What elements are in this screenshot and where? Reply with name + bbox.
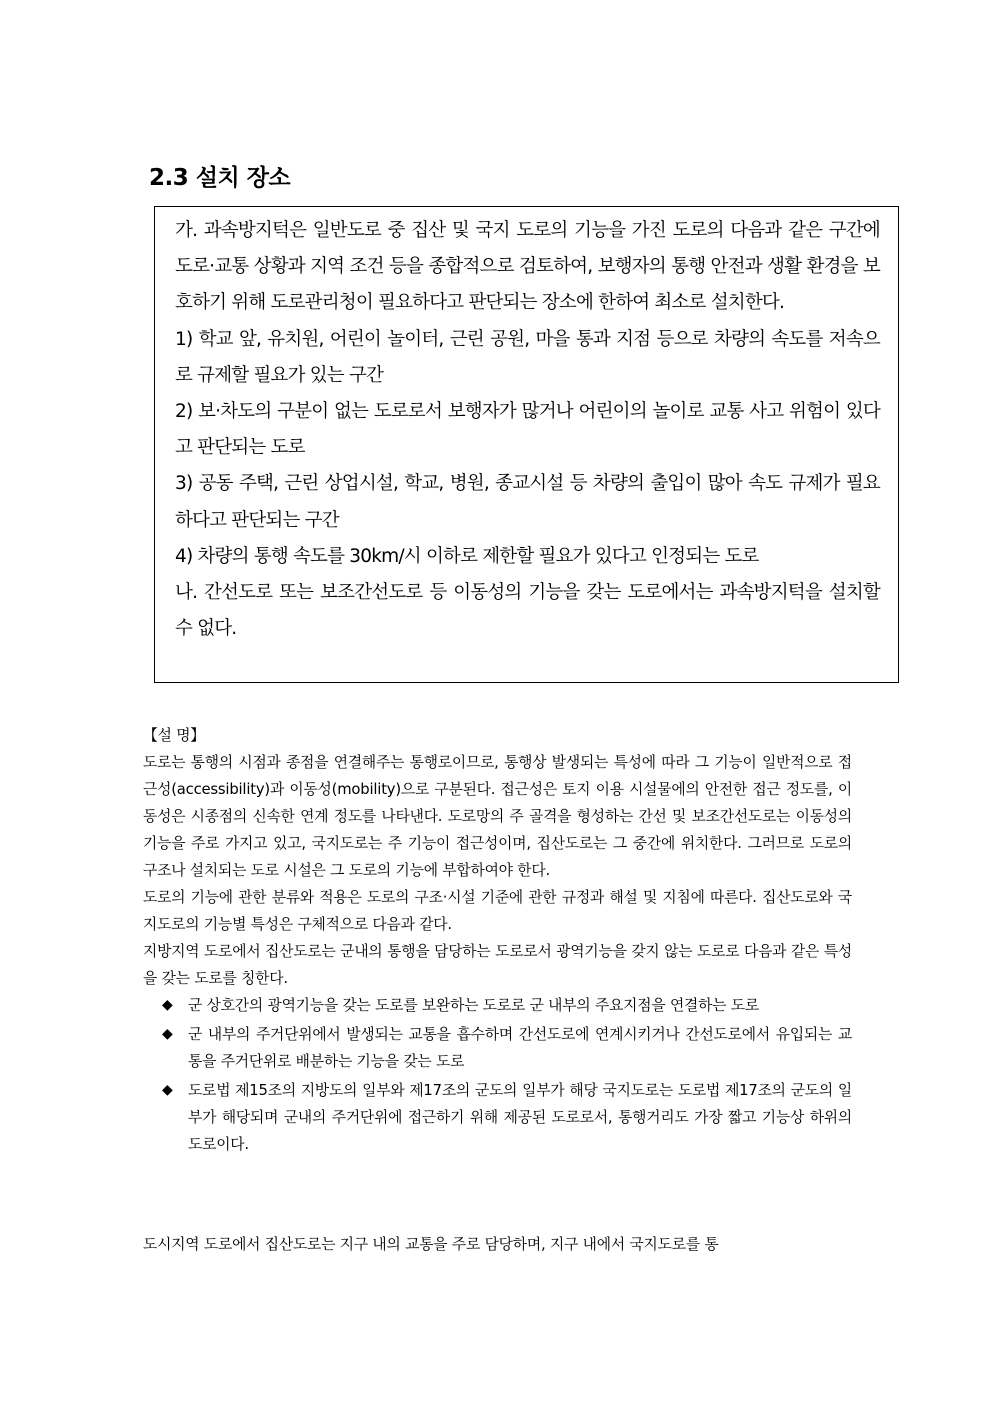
closing-paragraph: 도시지역 도로에서 집산도로는 지구 내의 교통을 주로 담당하며, 지구 내에서 국지도로를 통: [143, 1236, 719, 1253]
bullet-text: 군 상호간의 광역기능을 갖는 도로를 보완하는 도로로 군 내부의 주요지점을 연결하는 도로: [188, 997, 760, 1014]
bullet-text: 군 내부의 주거단위에서 발생되는 교통을 흡수하며 간선도로에 연계시키거나 간선도로에서 유입되는 교통을 주거단위로 배분하는 기능을 갖는 도로: [188, 1026, 852, 1070]
rule-item: 2) 보·차도의 구분이 없는 도로로서 보행자가 많거나 어린이의 놀이로 교통 사고 위험이 있다고 판단되는 도로: [175, 401, 880, 459]
rule-item: 4) 차량의 통행 속도를 30km/시 이하로 제한할 필요가 있다고 인정되는 도로: [175, 545, 759, 567]
bullet-text: 도로법 제15조의 지방도의 일부와 제17조의 군도의 일부가 해당 국지도로는 도로법 제17조의 군도의 일부가 해당되며 군내의 주거단위에 접근하기 위해 제공된 도로로서, 통행거리도 가장 짧고 기능상 하위의 도로이다.: [188, 1082, 852, 1153]
section-title: 2.3 설치 장소: [149, 165, 291, 191]
explanation-paragraph: 지방지역 도로에서 집산도로는 군내의 통행을 담당하는 도로로서 광역기능을 갖지 않는 도로로 다음과 같은 특성을 갖는 도로를 칭한다.: [143, 943, 852, 987]
diamond-bullet-icon: ◆: [162, 1082, 173, 1098]
bullet-item: [143, 992, 852, 1019]
rule-item: 나. 간선도로 또는 보조간선도로 등 이동성의 기능을 갖는 도로에서는 과속방지턱을 설치할 수 없다.: [175, 582, 880, 640]
rule-item: 3) 공동 주택, 근린 상업시설, 학교, 병원, 종교시설 등 차량의 출입이 많아 속도 규제가 필요하다고 판단되는 구간: [175, 473, 880, 531]
explanation-paragraph: 도로는 통행의 시점과 종점을 연결해주는 통행로이므로, 통행상 발생되는 특성에 따라 그 기능이 일반적으로 접근성(accessibility)과 이동성(mobility)으로 구분된다. 접근성은 토지 이용 시설물에의 안전한 접근 정도를, 이동성은 시종점의 신속한 연계 정도를 나타낸다. 도로망의 주 골격을 형성하는 간선 및 보조간선도로는 이동성의 기능을 주로 가지고 있고, 국지도로는 주 기능이 접근성이며, 집산도로는 그 중간에 위치한다. 그러므로 도로의 구조나 설치되는 도로 시설은 그 도로의 기능에 부합하여야 한다.: [143, 754, 852, 879]
rule-item: 가. 과속방지턱은 일반도로 중 집산 및 국지 도로의 기능을 가진 도로의 다음과 같은 구간에 도로·교통 상황과 지역 조건 등을 종합적으로 검토하여, 보행자의 통행 안전과 생활 환경을 보호하기 위해 도로관리청이 필요하다고 판단되는 장소에 한하여 최소로 설치한다.: [175, 220, 880, 314]
bullet-list: [143, 992, 852, 1158]
explanation-paragraph: 도로의 기능에 관한 분류와 적용은 도로의 구조·시설 기준에 관한 규정과 해설 및 지침에 따른다. 집산도로와 국지도로의 기능별 특성은 구체적으로 다음과 같다.: [143, 889, 852, 933]
bullet-item: [143, 1077, 852, 1158]
explanation-heading: 【설 명】: [143, 727, 205, 744]
bullet-item: [143, 1021, 852, 1075]
diamond-bullet-icon: ◆: [162, 1026, 173, 1042]
diamond-bullet-icon: ◆: [162, 997, 173, 1013]
explanation-section: [143, 722, 852, 1160]
rule-item: 1) 학교 앞, 유치원, 어린이 놀이터, 근린 공원, 마을 통과 지점 등으로 차량의 속도를 저속으로 규제할 필요가 있는 구간: [175, 328, 880, 386]
rule-box: [154, 206, 899, 683]
